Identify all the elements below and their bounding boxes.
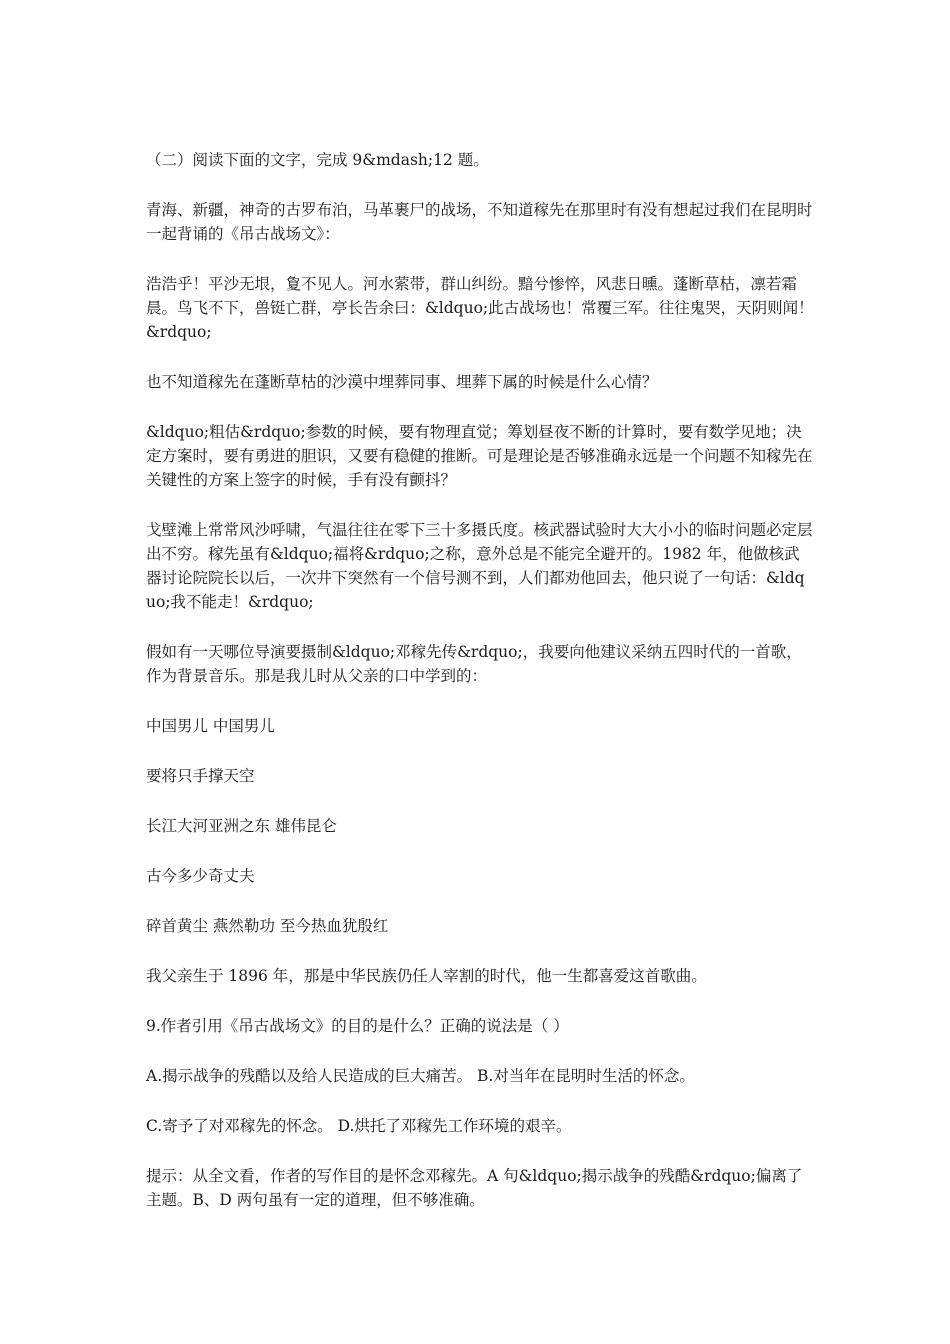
song-line-3: 长江大河亚洲之东 雄伟昆仑 (146, 817, 337, 835)
hint-paragraph: 提示：从全文看，作者的写作目的是怀念邓稼先。A 句&ldquo;揭示战争的残酷&rdquo;偏离了主题。B、D 两句虽有一定的道理，但不够准确。 (146, 1167, 803, 1209)
paragraph-director: 假如有一天哪位导演要摄制&ldquo;邓稼先传&rdquo;，我要向他建议采纳五四时代的一首歌，作为背景音乐。那是我儿时从父亲的口中学到的： (146, 643, 802, 685)
options-c-d: C.寄予了对邓稼先的怀念。 D.烘托了邓稼先工作环境的艰辛。 (146, 1117, 572, 1135)
paragraph-gobi: 戈壁滩上常常风沙呼啸，气温往往在零下三十多摄氏度。核武器试验时大大小小的临时问题必定层出不穷。稼先虽有&ldquo;福将&rdquo;之称，意外总是不能完全避开的。1982 年，他做核武器讨论院院长以后，一次井下突然有一个信号测不到，人们都劝他回去，他只说了一句话：&ldquo;我不能走！&rdquo; (146, 521, 813, 611)
paragraph-quote: 浩浩乎！平沙无垠，夐不见人。河水萦带，群山纠纷。黯兮惨悴，风悲日曛。蓬断草枯，凛若霜晨。鸟飞不下，兽铤亡群，亭长告余曰：&ldquo;此古战场也！常覆三军。往往鬼哭，天阴则闻！&rdquo; (146, 275, 814, 341)
question-9: 9.作者引用《吊古战场文》的目的是什么？正确的说法是（ ） (146, 1017, 569, 1035)
paragraph-question: 也不知道稼先在蓬断草枯的沙漠中埋葬同事、埋葬下属的时候是什么心情？ (146, 373, 658, 391)
song-line-5: 碎首黄尘 燕然勒功 至今热血犹殷红 (146, 917, 389, 935)
song-line-4: 古今多少奇丈夫 (146, 867, 255, 885)
document-body (146, 148, 814, 1212)
paragraph-father: 我父亲生于 1896 年，那是中华民族仍任人宰割的时代，他一生都喜爱这首歌曲。 (146, 967, 707, 985)
paragraph-estimate: &ldquo;粗估&rdquo;参数的时候，要有物理直觉；筹划昼夜不断的计算时，要有数学见地；决定方案时，要有勇进的胆识，又要有稳健的推断。可是理论是否够准确永远是一个问题不知稼先在关键性的方案上签字的时候，手有没有颤抖？ (146, 423, 813, 489)
song-line-1: 中国男儿 中国男儿 (146, 717, 275, 735)
paragraph-intro: 青海、新疆，神奇的古罗布泊，马革裹尸的战场，不知道稼先在那里时有没有想起过我们在昆明时一起背诵的《吊古战场文》： (146, 201, 813, 243)
section-heading: （二）阅读下面的文字，完成 9&mdash;12 题。 (146, 151, 489, 169)
options-a-b: A.揭示战争的残酷以及给人民造成的巨大痛苦。 B.对当年在昆明时生活的怀念。 (146, 1067, 695, 1085)
song-line-2: 要将只手撑天空 (146, 767, 255, 785)
